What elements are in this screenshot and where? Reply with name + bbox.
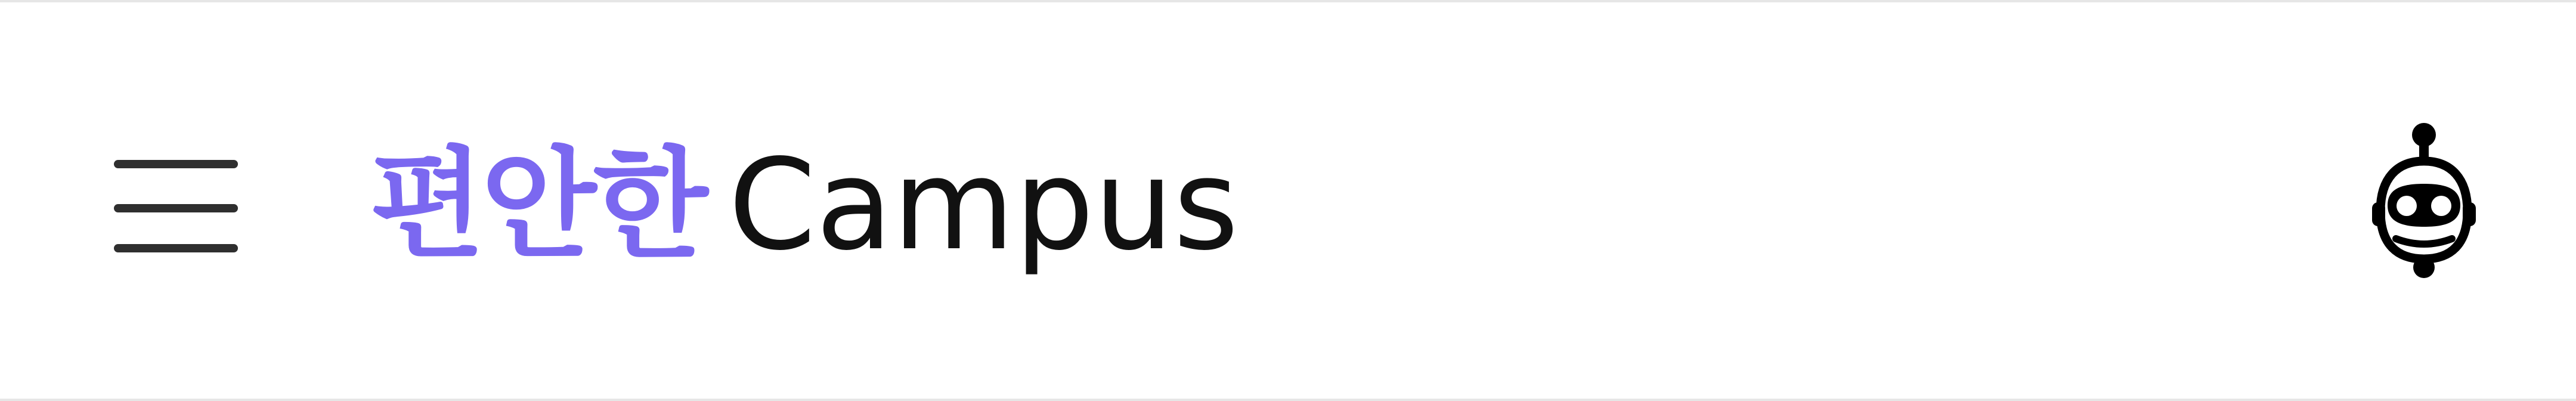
app-logo[interactable] bbox=[370, 131, 1239, 280]
hamburger-menu-icon bbox=[113, 146, 239, 253]
robot-icon bbox=[2367, 122, 2481, 283]
logo-korean-text: 편안한 bbox=[370, 135, 705, 274]
menu-button[interactable] bbox=[101, 134, 250, 265]
assistant-button[interactable] bbox=[2361, 116, 2487, 289]
logo-english-text: Campus bbox=[728, 132, 1239, 278]
